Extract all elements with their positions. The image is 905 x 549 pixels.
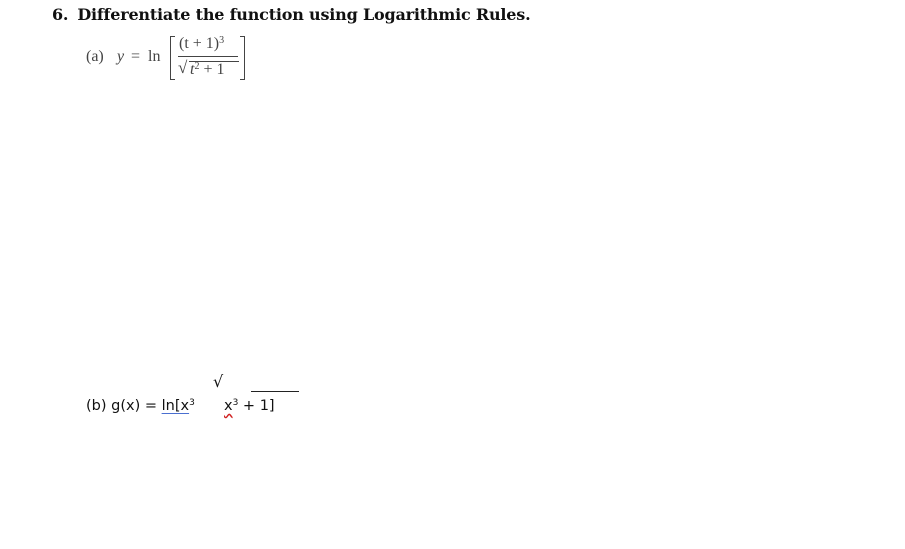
- part-a-fraction: [178, 34, 240, 82]
- denominator-exponent: 2: [194, 61, 200, 72]
- numerator-base: (t + 1): [179, 35, 220, 52]
- part-b-radicand-exponent: 3: [232, 398, 239, 408]
- numerator-exponent: 3: [219, 35, 225, 46]
- part-a-variable: y: [117, 48, 125, 65]
- right-bracket: [240, 36, 245, 80]
- part-b-label: (b): [86, 398, 112, 414]
- left-bracket: [170, 36, 175, 80]
- radical-vinculum: [251, 391, 299, 392]
- part-a-label: (a): [86, 48, 104, 65]
- part-b-tail: + 1]: [238, 398, 275, 414]
- part-a-equals: =: [131, 48, 141, 65]
- fraction-denominator: [178, 58, 240, 80]
- part-b-ln: ln[x: [161, 398, 190, 414]
- part-b-function: g(x) =: [111, 398, 162, 414]
- part-b-exponent: 3: [189, 398, 195, 408]
- denominator-base: t: [190, 61, 195, 78]
- problem-instruction: Differentiate the function using Logarithmic Rules.: [77, 5, 531, 24]
- fraction-bar: [178, 56, 238, 57]
- square-root-icon: √: [178, 58, 188, 77]
- part-b-radicand: [224, 398, 275, 414]
- denominator-tail: + 1: [199, 61, 225, 78]
- part-a-ln: ln: [148, 48, 161, 65]
- square-root-icon: √: [213, 372, 224, 391]
- radicand: [190, 61, 224, 79]
- problem-number: 6.: [52, 5, 69, 24]
- fraction-numerator: [179, 35, 224, 53]
- part-b-expression: [86, 398, 195, 414]
- part-b-x-variable: x: [224, 398, 233, 414]
- problem-heading: [52, 5, 530, 24]
